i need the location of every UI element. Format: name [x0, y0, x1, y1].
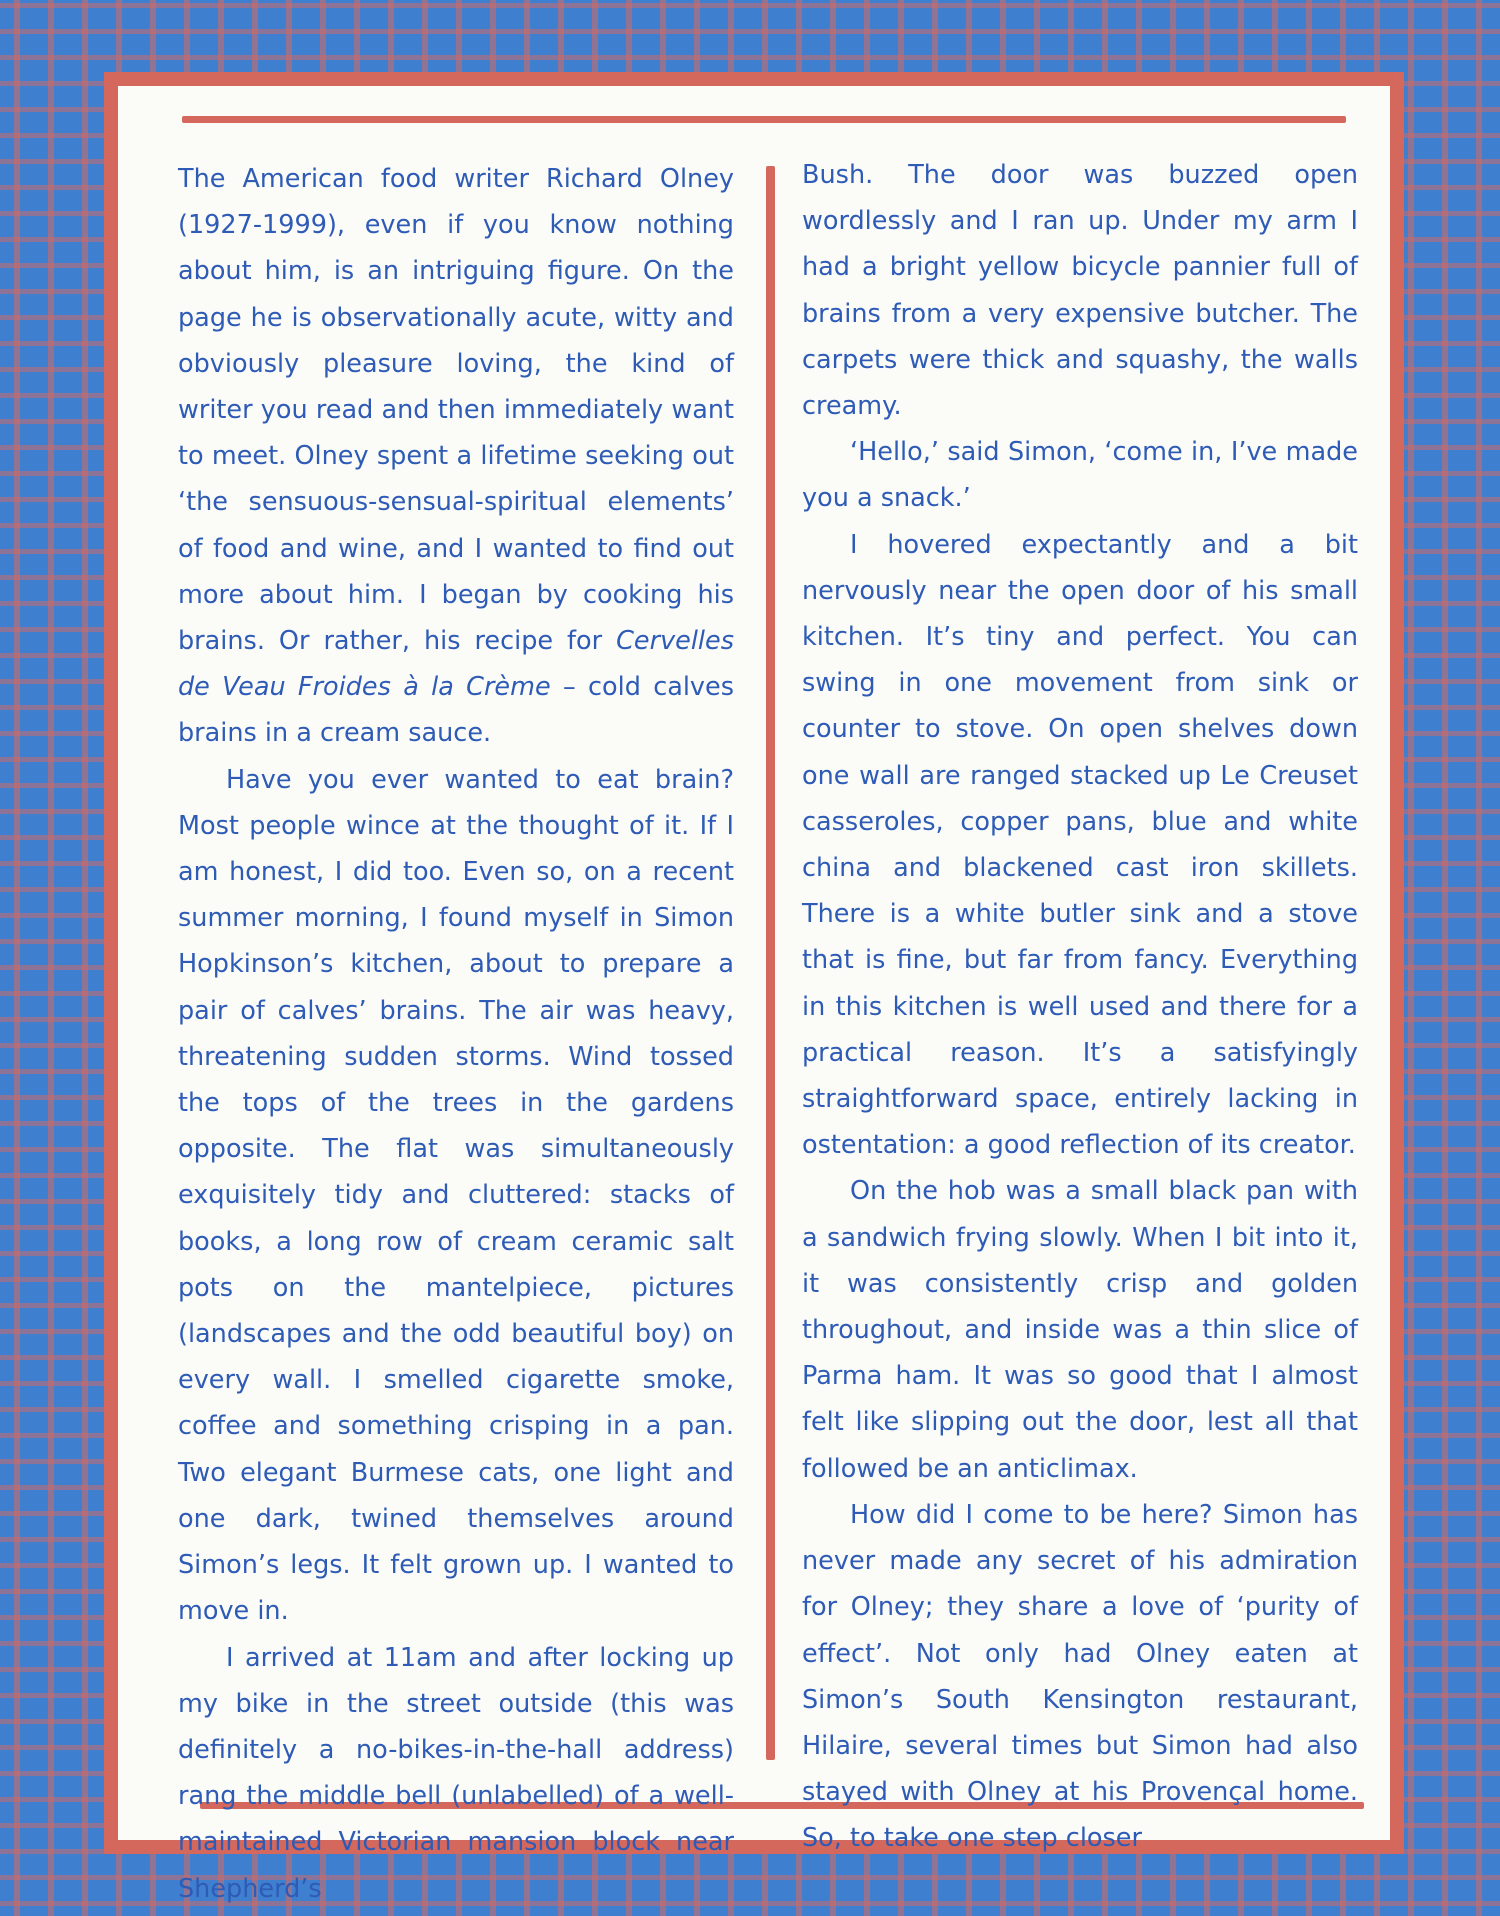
paragraph: How did I come to be here? Simon has never made any secret of his admiration for Olney; they share a love of ‘purity of effect’. Not only had Olney eaten at Simon’s South Kensington restaurant, Hilaire, several times but Simon had also stayed with Olney at his Provençal home. So, to take one step closer	[802, 1499, 1358, 1854]
recipe-title: Cervelles de Veau Froides à la Crème	[178, 626, 734, 703]
paragraph: Bush. The door was buzzed open wordlessly and I ran up. Under my arm I had a bright yellow bicycle pannier full of brains from a very expensive butcher. The carpets were thick and squashy, the walls creamy.	[802, 160, 1358, 422]
right-column	[802, 152, 1358, 1862]
paragraph: On the hob was a small black pan with a sandwich frying slowly. When I bit into it, it was consistently crisp and golden throughout, and inside was a thin slice of Parma ham. It was so good that I almost felt like slipping out the door, lest all that followed be an anticlimax.	[802, 1176, 1358, 1484]
paragraph	[178, 156, 734, 757]
paragraph-text: The American food writer Richard Olney (1927-1999), even if you know nothing about him, is an intriguing figure. On the page he is observationally acute, witty and obviously pleasure loving, the kind of writer you read and then immediately want to meet. Olney spent a lifetime seeking out ‘the sensuous-sensual-spiritual elements’ of food and wine, and I wanted to find out more about him. I began by cooking his brains. Or rather, his recipe for	[178, 164, 734, 657]
paragraph: I hovered expectantly and a bit nervously near the open door of his small kitchen. It’s tiny and perfect. You can swing in one movement from sink or counter to stove. On open shelves down one wall are ranged stacked up Le Creuset casseroles, copper pans, blue and white china and blackened cast iron skillets. There is a white butler sink and a stove that is fine, but far from fancy. Everything in this kitchen is well used and there for a practical reason. It’s a satisfyingly straightforward space, entirely lacking in ostentation: a good reflection of its creator.	[802, 529, 1358, 1161]
paragraph: I arrived at 11am and after locking up my bike in the street outside (this was definitely a no-bikes-in-the-hall address) rang the middle bell (unlabelled) of a well-maintained Victorian mansion block near Shepherd’s	[178, 1642, 734, 1904]
paragraph: ‘Hello,’ said Simon, ‘come in, I’ve made you a snack.’	[802, 437, 1358, 514]
column-divider	[766, 166, 775, 1760]
paragraph: Have you ever wanted to eat brain? Most people wince at the thought of it. If I am honest, I did too. Even so, on a recent summer morning, I found myself in Simon Hopkinson’s kitchen, about to prepare a pair of calves’ brains. The air was heavy, threatening sudden storms. Wind tossed the tops of the trees in the gardens opposite. The flat was simultaneously exquisitely tidy and cluttered: stacks of books, a long row of cream ceramic salt pots on the mantelpiece, pictures (landscapes and the odd beautiful boy) on every wall. I smelled cigarette smoke, coffee and something crisping in a pan. Two elegant Burmese cats, one light and one dark, twined themselves around Simon’s legs. It felt grown up. I wanted to move in.	[178, 764, 734, 1627]
left-column	[178, 156, 734, 1912]
paragraph-text: – cold calves brains in a cream sauce.	[178, 672, 734, 749]
article-page	[104, 72, 1404, 1904]
top-rule	[182, 116, 1346, 123]
